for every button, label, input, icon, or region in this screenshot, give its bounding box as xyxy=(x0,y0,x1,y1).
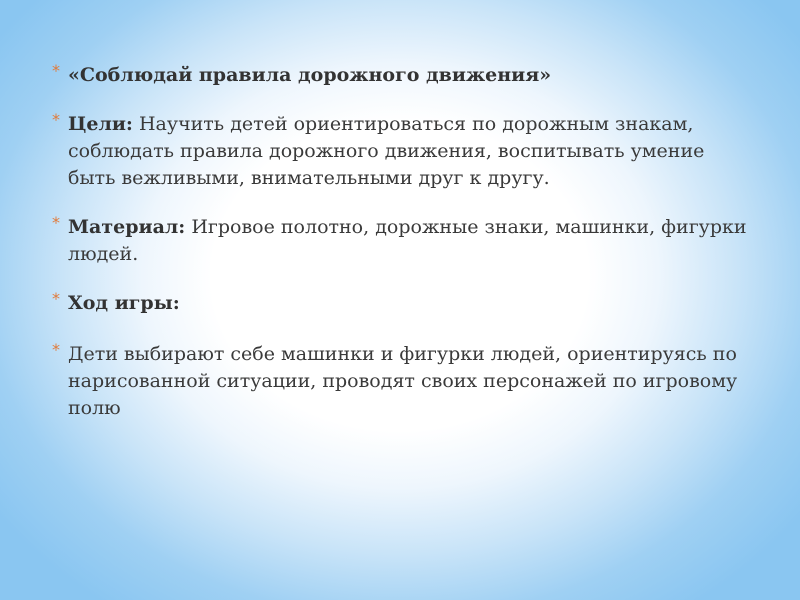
bullet-star-icon: * xyxy=(52,289,60,308)
game-description-text: Дети выбирают себе машинки и фигурки людей, ориентируясь по нарисованной ситуации, проводят своих персонажей по игровому полю xyxy=(68,343,738,419)
bullet-title xyxy=(52,62,752,89)
goals-heading: Цели: xyxy=(68,113,133,135)
bullet-material xyxy=(52,214,752,268)
bullet-star-icon: * xyxy=(52,110,60,129)
bullet-star-icon: * xyxy=(52,61,60,80)
bullet-goals xyxy=(52,111,752,192)
bullet-star-icon: * xyxy=(52,213,60,232)
bullet-star-icon: * xyxy=(52,340,60,359)
bullet-game-progress xyxy=(52,290,752,317)
material-heading: Материал: xyxy=(68,216,186,238)
goals-text: Научить детей ориентироваться по дорожным знакам, соблюдать правила дорожного движения, воспитывать умение быть вежливыми, внимательными друг к другу. xyxy=(68,113,705,189)
material-text: Игровое полотно, дорожные знаки, машинки, фигурки людей. xyxy=(68,216,747,265)
game-title: «Соблюдай правила дорожного движения» xyxy=(68,64,552,86)
game-progress-heading: Ход игры: xyxy=(68,292,180,314)
bullet-game-description xyxy=(52,341,752,422)
slide-content xyxy=(52,62,752,439)
